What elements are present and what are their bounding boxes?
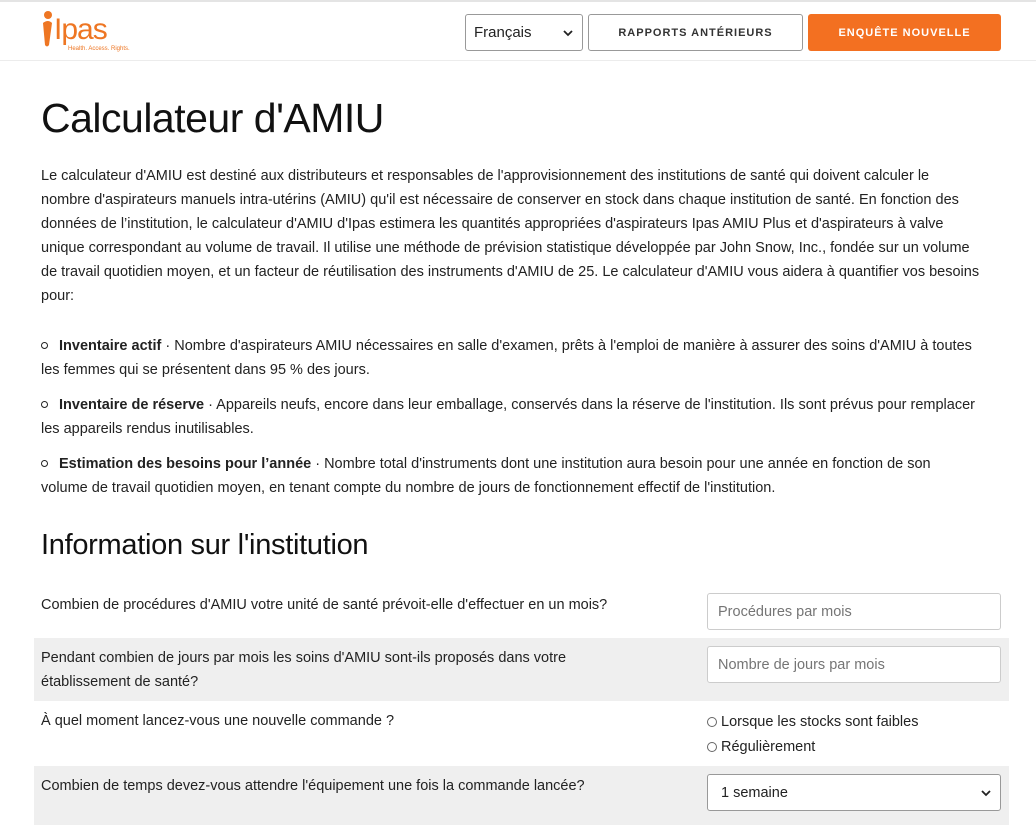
bullet-icon (41, 401, 48, 408)
form-row-days (34, 638, 1009, 701)
order-timing-radio-group (707, 709, 918, 759)
list-item-text: · Nombre total d'instruments dont une institution aura besoin pour une année en fonction de son volume de travail quotidien moyen, en tenant compte du nombre de jours de fonctionnement effectif de l'institution. (41, 456, 931, 496)
list-item (41, 334, 981, 382)
list-item-text: · Appareils neufs, encore dans leur emballage, conservés dans la réserve de l'institution. Ils sont prévus pour remplacer les appareils rendus inutilisables. (41, 397, 975, 437)
procedures-question: Combien de procédures d'AMIU votre unité de santé prévoit-elle d'effectuer en un mois? (41, 597, 608, 613)
wait-time-select-value: 1 semaine (721, 784, 788, 801)
language-select-value: Français (474, 24, 532, 41)
wait-time-select[interactable] (707, 774, 1001, 811)
list-item-term: Inventaire actif (59, 338, 162, 354)
bullet-icon (41, 460, 48, 467)
bullet-icon (41, 342, 48, 349)
chevron-down-icon (980, 787, 992, 799)
page-title: Calculateur d'AMIU (41, 95, 384, 141)
list-item (41, 393, 981, 441)
radio-button-icon[interactable] (707, 717, 717, 727)
list-item-text: · Nombre d'aspirateurs AMIU nécessaires en salle d'examen, prêts à l'emploi de manière à assurer des soins d'AMIU à toutes les femmes qui se présentent dans 95 % des jours. (41, 338, 972, 378)
list-item-term: Inventaire de réserve (59, 397, 205, 413)
new-survey-button[interactable]: ENQUÊTE NOUVELLE (808, 14, 1001, 51)
radio-regularly-label: Régulièrement (721, 738, 816, 755)
section-title: Information sur l'institution (41, 529, 369, 561)
logo-text: Ipas (54, 13, 107, 46)
days-per-month-input[interactable] (707, 646, 1001, 683)
wait-time-question: Combien de temps devez-vous attendre l'équipement une fois la commande lancée? (41, 778, 585, 794)
procedures-per-month-input[interactable] (707, 593, 1001, 630)
radio-low-stock-label: Lorsque les stocks sont faibles (721, 713, 919, 730)
language-select[interactable] (465, 14, 583, 51)
logo-tagline: Health. Access. Rights. (68, 46, 130, 52)
radio-regularly[interactable] (707, 734, 918, 759)
form-row-procedures (34, 584, 1009, 638)
radio-button-icon[interactable] (707, 742, 717, 752)
radio-low-stock[interactable] (707, 709, 918, 734)
intro-paragraph: Le calculateur d'AMIU est destiné aux distributeurs et responsables de l'approvisionnement des institutions de santé qui doivent calculer le nombre d'aspirateurs manuels intra-utérins (AMIU) qu'il est nécessaire de conserver en stock dans chaque institution de santé. En fonction des données de l’institution, le calculateur d'AMIU d'Ipas estimera les quantités appropriées d'aspirateurs Ipas AMIU Plus et d'aspirateurs à valve unique correspondant au volume de travail. Il utilise une méthode de prévision statistique développée par John Snow, Inc., fondée sur un volume de travail quotidien moyen, et un facteur de réutilisation des instruments d'AMIU de 25. Le calculateur d'AMIU vous aidera à quantifier vos besoins pour: (41, 168, 980, 304)
chevron-down-icon (562, 27, 574, 39)
list-item-term: Estimation des besoins pour l’année (59, 456, 312, 472)
order-timing-question: À quel moment lancez-vous une nouvelle commande ? (41, 713, 395, 729)
top-header (0, 2, 1036, 61)
form-row-wait-time (34, 766, 1009, 825)
list-item (41, 452, 981, 500)
ipas-logo[interactable] (40, 9, 130, 53)
needs-list (41, 334, 981, 511)
previous-reports-button[interactable]: RAPPORTS ANTÉRIEURS (588, 14, 803, 51)
days-question: Pendant combien de jours par mois les soins d'AMIU sont-ils proposés dans votre établissement de santé? (41, 650, 567, 690)
form-row-order-timing (34, 701, 1009, 766)
